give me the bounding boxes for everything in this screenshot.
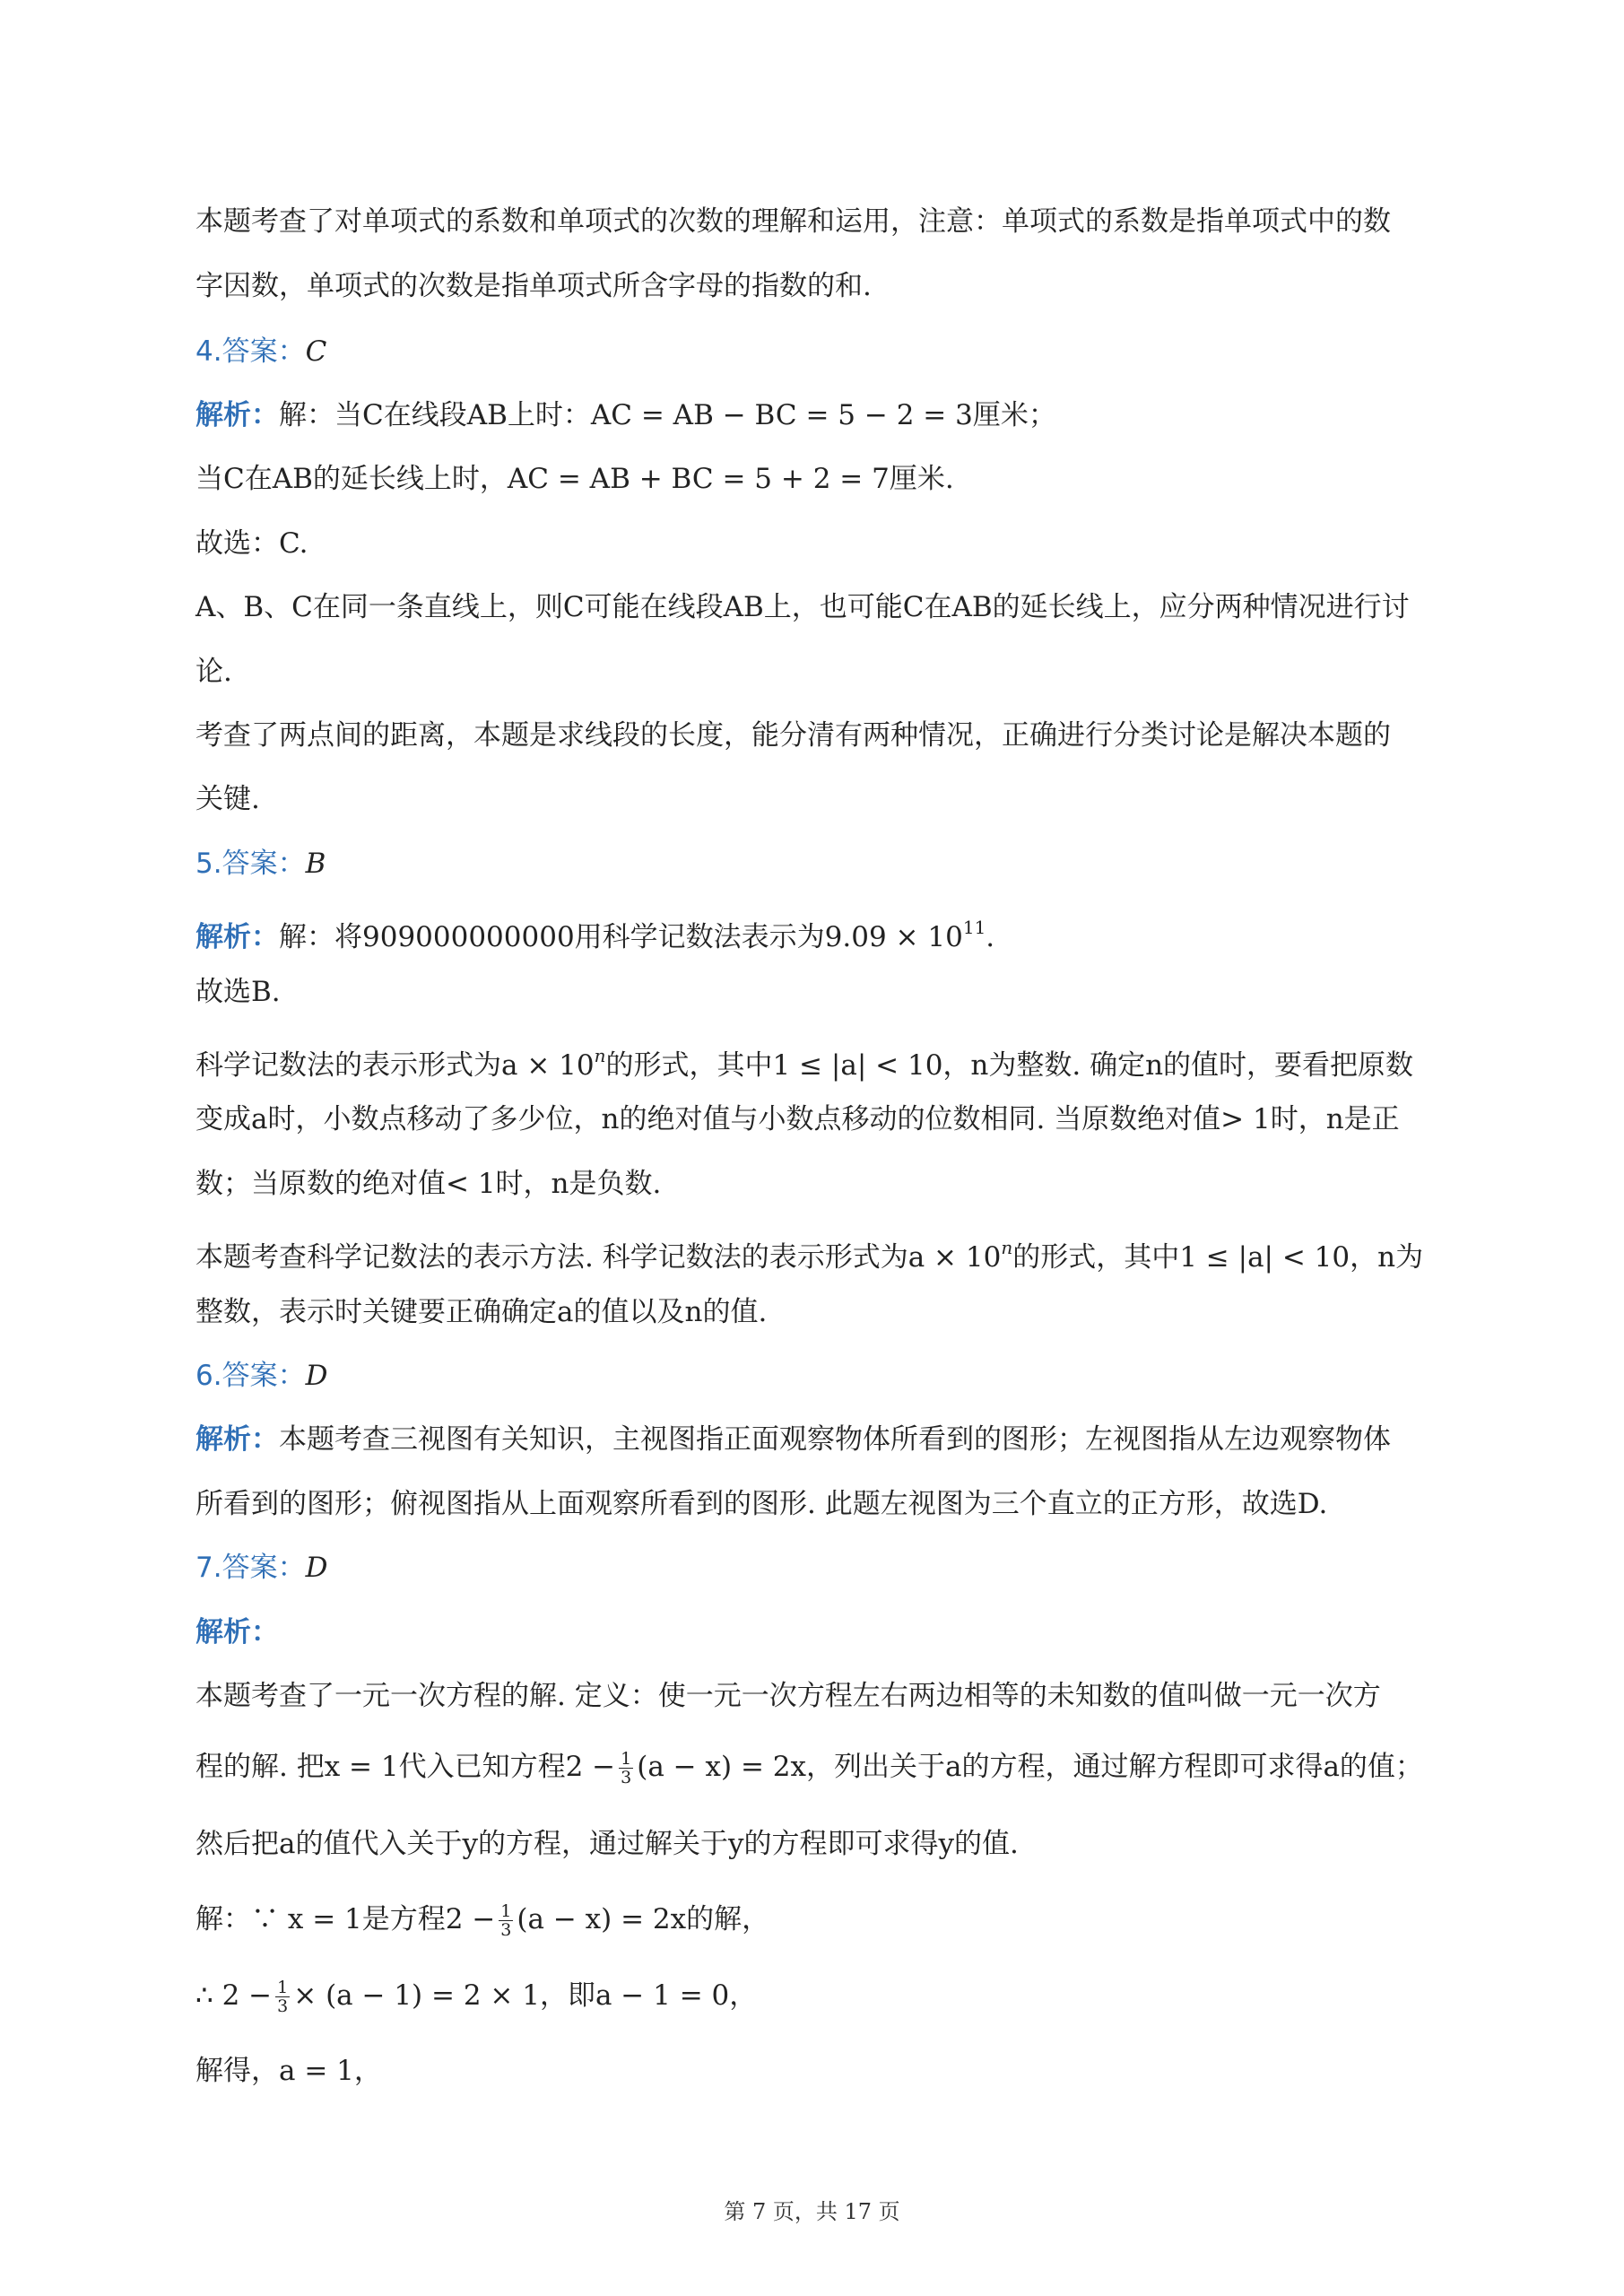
text-line: 论. <box>195 656 232 688</box>
text-line: A、B、C在同一条直线上，则C可能在线段AB上，也可能C在AB的延长线上，应分两种情况进行讨 <box>195 591 1410 623</box>
answer-heading <box>195 1356 327 1396</box>
text-line: 本题考查了对单项式的系数和单项式的次数的理解和运用，注意：单项式的系数是指单项式中的数 <box>195 205 1391 238</box>
text-line: 当C在AB的延长线上时，AC = AB + BC = 5 + 2 = 7厘米. <box>195 463 954 495</box>
answer-value: C <box>305 335 327 368</box>
exponent: n <box>1001 1237 1013 1258</box>
fraction <box>499 1902 513 1939</box>
page-footer: 第 7 页，共 17 页 <box>724 2199 900 2224</box>
analysis-label: 解析： <box>195 1423 279 1456</box>
numerator: 1 <box>621 1749 632 1769</box>
fraction <box>275 1979 290 2015</box>
analysis-line <box>195 908 994 957</box>
text-line: 考查了两点间的距离，本题是求线段的长度，能分清有两种情况，正确进行分类讨论是解决本题的 <box>195 719 1391 752</box>
text-segment: . <box>986 921 995 953</box>
text-line: 关键. <box>195 783 260 815</box>
text-segment: 本题考查科学记数法的表示方法. 科学记数法的表示形式为a × 10 <box>195 1241 1002 1274</box>
text-line: 解：当C在线段AB上时：AC = AB − BC = 5 − 2 = 3厘米； <box>279 399 1056 431</box>
text-segment: 解：将909000000000用科学记数法表示为9.09 × 10 <box>279 921 963 953</box>
text-line: 本题考查三视图有关知识，主视图指正面观察物体所看到的图形；左视图指从左边观察物体 <box>279 1423 1391 1456</box>
text-line <box>195 1900 769 1939</box>
analysis-label: 解析： <box>195 921 279 953</box>
text-segment: 的形式，其中1 ≤ |a| < 10，n为整数. 确定n的值时，要看把原数 <box>605 1049 1414 1082</box>
answer-label: 7.答案： <box>195 1552 306 1584</box>
text-line: 变成a时，小数点移动了多少位，n的绝对值与小数点移动的位数相同. 当原数绝对值> 1时，n是正 <box>195 1103 1400 1135</box>
text-segment: 解：∵ x = 1是方程2 − <box>195 1903 496 1935</box>
text-segment: (a − x) = 2x，列出关于a的方程，通过解方程即可求得a的值； <box>637 1751 1423 1783</box>
denominator: 3 <box>277 1996 289 2016</box>
answer-value: D <box>305 1360 328 1392</box>
answer-heading <box>195 1548 327 1587</box>
text-line: 整数，表示时关键要正确确定a的值以及n的值. <box>195 1296 768 1328</box>
text-segment: 科学记数法的表示形式为a × 10 <box>195 1049 595 1082</box>
text-segment: 的形式，其中1 ≤ |a| < 10，n为 <box>1012 1241 1424 1274</box>
analysis-label <box>195 1613 279 1652</box>
numerator: 1 <box>277 1978 289 1997</box>
text-line: 故选：C. <box>195 527 308 560</box>
text-line <box>195 1228 1423 1277</box>
text-line: 解得，a = 1， <box>195 2055 382 2087</box>
text-line <box>195 1036 1413 1085</box>
analysis-line <box>195 1420 1391 1459</box>
answer-label: 6.答案： <box>195 1360 306 1392</box>
analysis-line <box>195 396 1056 435</box>
answer-value: B <box>305 848 326 880</box>
analysis-label-text: 解析： <box>195 1616 279 1648</box>
text-line: 本题考查了一元一次方程的解. 定义：使一元一次方程左右两边相等的未知数的值叫做一元一次方 <box>195 1680 1381 1712</box>
text-line <box>195 1747 1423 1787</box>
answer-label: 4.答案： <box>195 335 306 368</box>
text-line: 然后把a的值代入关于y的方程，通过解关于y的方程即可求得y的值. <box>195 1828 1019 1860</box>
numerator: 1 <box>500 1901 512 1921</box>
answer-heading <box>195 844 326 883</box>
denominator: 3 <box>621 1768 632 1787</box>
answer-value: D <box>305 1552 328 1584</box>
answer-heading <box>195 332 326 371</box>
text-line: 故选B. <box>195 976 281 1008</box>
text-line <box>195 1976 757 2015</box>
text-segment: (a − x) = 2x的解， <box>517 1903 770 1935</box>
text-line: 所看到的图形；俯视图指从上面观察所看到的图形. 此题左视图为三个直立的正方形，故选D. <box>195 1488 1328 1520</box>
text-segment: 程的解. 把x = 1代入已知方程2 − <box>195 1751 616 1783</box>
text-line: 字因数，单项式的次数是指单项式所含字母的指数的和. <box>195 270 872 302</box>
answer-label: 5.答案： <box>195 848 306 880</box>
analysis-label: 解析： <box>195 399 279 431</box>
text-segment: × (a − 1) = 2 × 1，即a − 1 = 0， <box>293 1979 758 2012</box>
text-segment: ∴ 2 − <box>195 1979 273 2012</box>
exponent: n <box>594 1045 606 1066</box>
denominator: 3 <box>500 1920 512 1940</box>
text-line: 数；当原数的绝对值< 1时，n是负数. <box>195 1168 662 1200</box>
exponent: 11 <box>962 917 986 938</box>
fraction <box>619 1750 633 1787</box>
